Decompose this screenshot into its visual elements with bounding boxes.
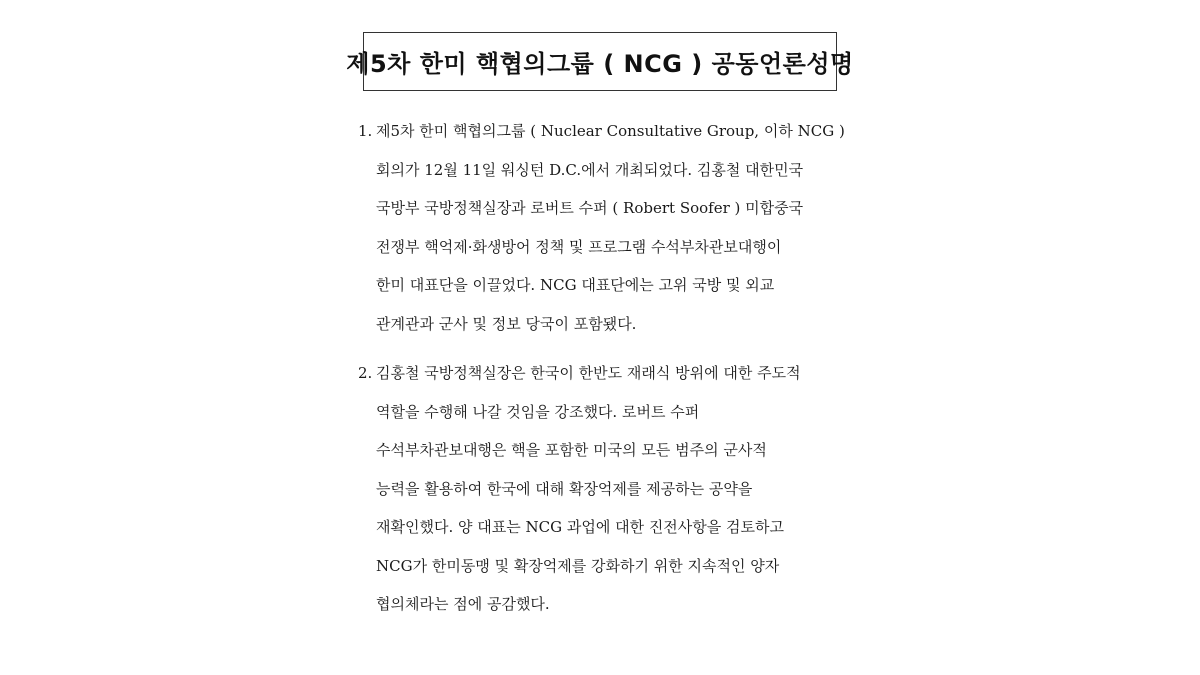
paragraph-line: 한미 대표단을 이끌었다. NCG 대표단에는 고위 국방 및 외교 xyxy=(376,276,775,294)
paragraph-line: 국방부 국방정책실장과 로버트 수퍼 ( Robert Soofer ) 미합중국 xyxy=(376,199,804,217)
paragraph-2 xyxy=(358,361,878,631)
paragraph-line: 수석부차관보대행은 핵을 포함한 미국의 모든 범주의 군사적 xyxy=(376,441,767,459)
paragraph-number: 1. xyxy=(358,122,373,140)
paragraph-number: 2. xyxy=(358,364,373,382)
paragraph-line: 능력을 활용하여 한국에 대해 확장억제를 제공하는 공약을 xyxy=(376,479,753,498)
paragraph-line: 전쟁부 핵억제·화생방어 정책 및 프로그램 수석부차관보대행이 xyxy=(376,237,782,256)
paragraph-line: 2. 김홍철 국방정책실장은 한국이 한반도 재래식 방위에 대한 주도적 xyxy=(358,361,878,400)
paragraph-line: 재확인했다. 양 대표는 NCG 과업에 대한 진전사항을 검토하고 xyxy=(376,518,785,536)
paragraph-1 xyxy=(358,119,878,350)
paragraph-line: 역할을 수행해 나갈 것임을 강조했다. 로버트 수퍼 xyxy=(376,402,700,421)
paragraph-line: 회의가 12월 11일 워싱턴 D.C.에서 개최되었다. 김홍철 대한민국 xyxy=(376,160,804,179)
paragraph-line: 1. 제5차 한미 핵협의그룹 ( Nuclear Consultative Group, 이하 NCG ) xyxy=(358,119,878,158)
document-title: 제5차 한미 핵협의그룹 ( NCG ) 공동언론성명 xyxy=(346,50,854,78)
paragraph-line: 관계관과 군사 및 정보 당국이 포함됐다. xyxy=(376,314,637,333)
title-box xyxy=(346,32,854,91)
paragraph-line: NCG가 한미동맹 및 확장억제를 강화하기 위한 지속적인 양자 xyxy=(376,556,780,575)
paragraph-line: 협의체라는 점에 공감했다. xyxy=(376,595,550,613)
